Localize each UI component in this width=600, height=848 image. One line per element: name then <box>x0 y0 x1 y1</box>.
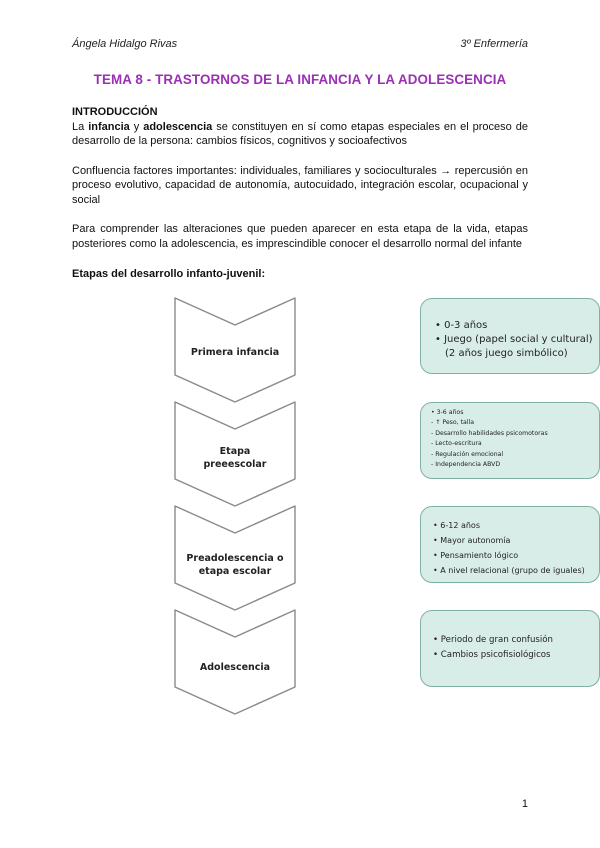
stage-4-item: • Periodo de gran confusión <box>433 635 553 645</box>
intro-paragraph-3: Para comprender las alteraciones que pueden aparecer en esta etapa de la vida, etapas posteriores como la adolescencia, es imprescindible conocer el desarrollo normal del infante <box>72 223 528 250</box>
term-adolescencia: adolescencia <box>143 120 213 133</box>
stage-label-3 <box>175 552 295 578</box>
stage-label-4: Adolescencia <box>199 662 271 673</box>
stage-3-item: • 6-12 años <box>433 521 480 530</box>
p1-pre: La <box>72 120 89 133</box>
stage-label-2-text: Etapa preeescolar <box>203 446 267 470</box>
stage-2-item: - ↑ Peso, talla <box>431 419 475 427</box>
stages-heading: Etapas del desarrollo infanto-juvenil: <box>72 268 266 280</box>
p1-mid: y <box>129 120 144 133</box>
introduction-section <box>72 105 528 251</box>
stage-2-item: - Lecto-escritura <box>431 440 482 448</box>
p1-post: se constituyen en sí como etapas especiales en el proceso de desarrollo de la persona: cambios físicos, cognitivos y socioafectivos <box>72 120 528 147</box>
stage-1-item: • Juego (papel social y cultural) <box>435 334 593 345</box>
document-title: TEMA 8 - TRASTORNOS DE LA INFANCIA Y LA ADOLESCENCIA <box>93 72 507 87</box>
stage-1-item: • 0-3 años <box>435 320 488 331</box>
intro-paragraph-2: Confluencia factores importantes: individuales, familiares y socioculturales → repercusión en proceso evolutivo, capacidad de autonomía, autocuidado, integración escolar, ocupacional y social <box>72 164 528 206</box>
stage-3-item: • Pensamiento lógico <box>433 551 519 560</box>
stage-label-3-text: Preadolescencia o etapa escolar <box>186 553 284 577</box>
chevron-arrows <box>170 295 440 715</box>
stage-3-item: • Mayor autonomía <box>433 536 511 545</box>
stage-label-2 <box>175 445 295 471</box>
page-number: 1 <box>521 798 528 810</box>
stage-box-2 <box>420 402 600 479</box>
stage-2-item: • 3-6 años <box>431 409 464 416</box>
stage-1-item: (2 años juego simbólico) <box>445 348 568 359</box>
intro-paragraph-1 <box>72 120 528 149</box>
stage-2-item: - Desarrollo habilidades psicomotoras <box>431 429 548 437</box>
stage-box-4 <box>420 610 600 687</box>
stage-2-item: - Independencia ABVD <box>431 461 501 469</box>
stage-4-item: • Cambios psicofisiológicos <box>433 650 551 660</box>
stage-3-item: • A nivel relacional (grupo de iguales) <box>433 566 585 575</box>
term-infancia: infancia <box>88 120 130 133</box>
stage-2-item: - Regulación emocional <box>431 450 504 458</box>
header-course: 3º Enfermería <box>460 38 528 50</box>
header-author: Ángela Hidalgo Rivas <box>72 38 178 50</box>
stage-box-3 <box>420 506 600 583</box>
intro-heading: INTRODUCCIÓN <box>72 106 158 118</box>
stage-box-1 <box>420 298 600 374</box>
stage-label-1: Primera infancia <box>190 347 280 358</box>
